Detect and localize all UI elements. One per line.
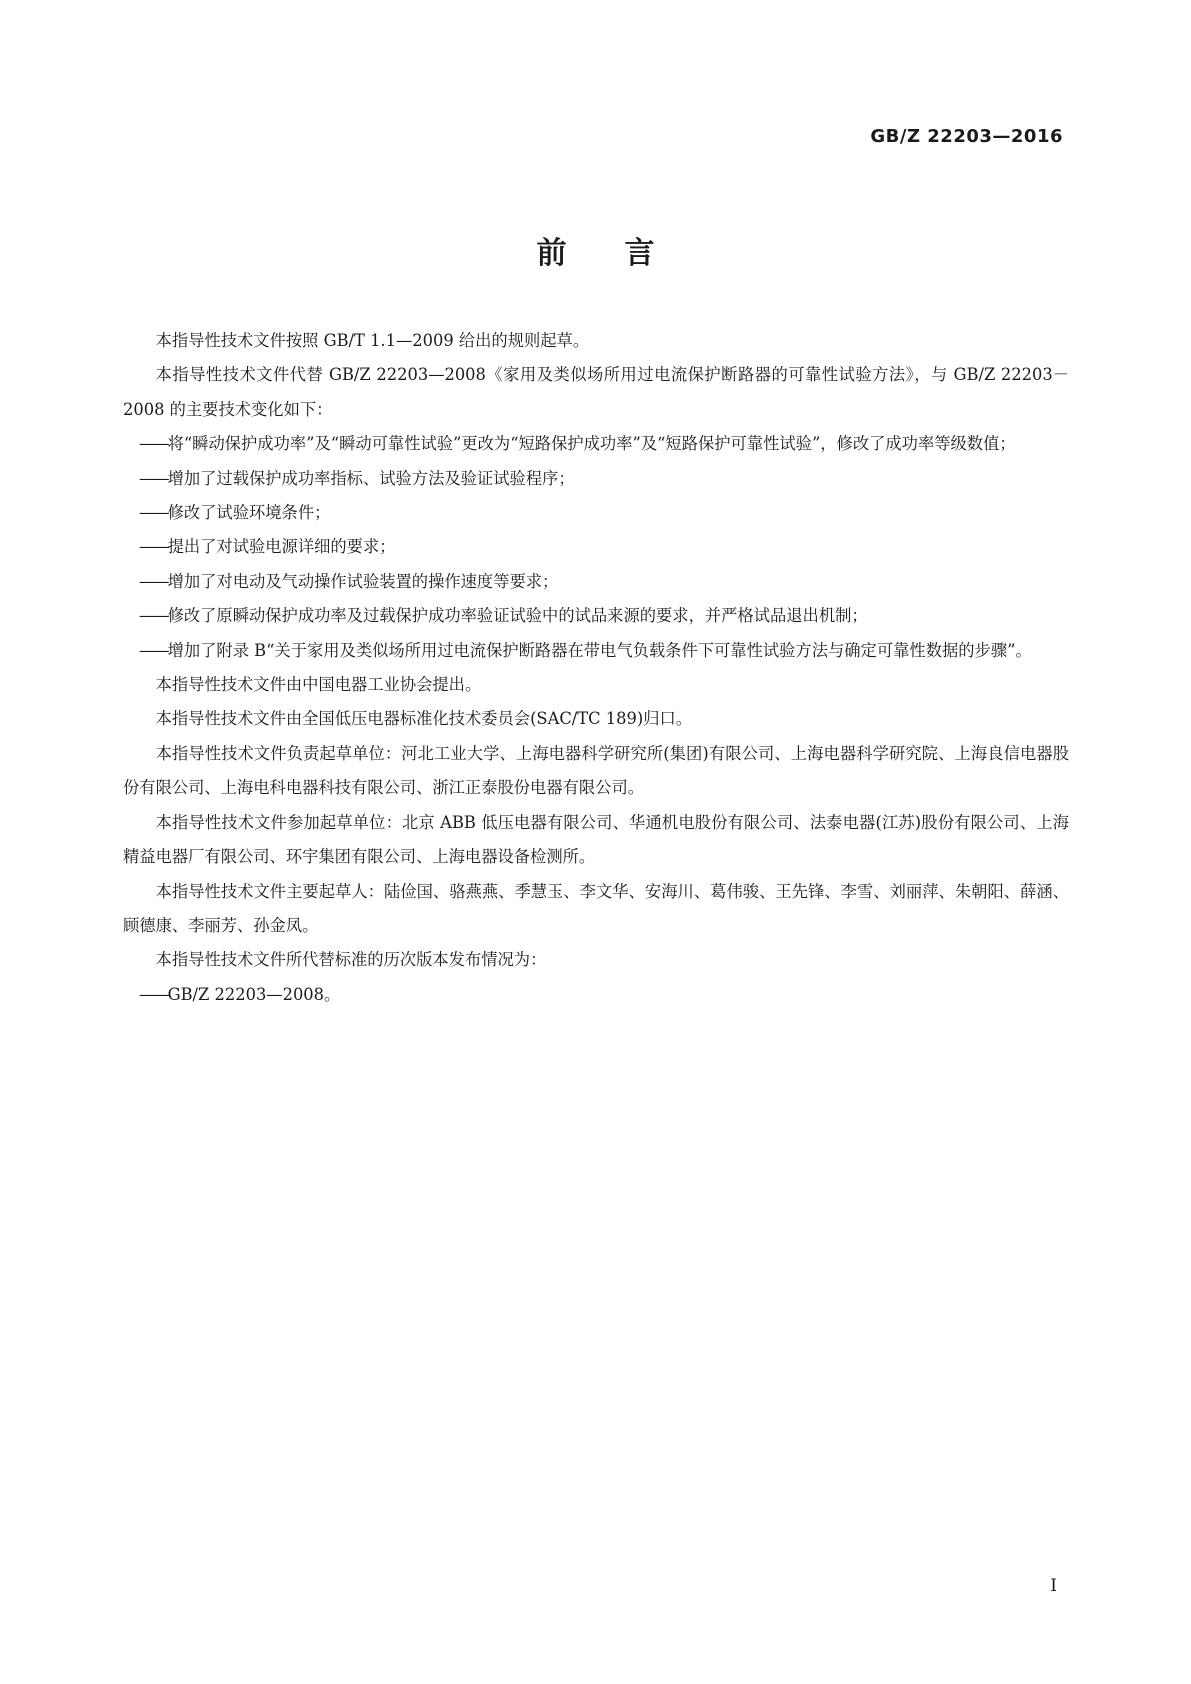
change-item-text: 增加了对电动及气动操作试验装置的操作速度等要求； [167,571,559,591]
paragraph-participating-drafters: 本指导性技术文件参加起草单位：北京 ABB 低压电器有限公司、华通机电股份有限公司、法泰电器(江苏)股份有限公司、上海精益电器厂有限公司、环宇集团有限公司、上海电器设备检测所。 [123,812,1069,867]
dash-marker: —— [139,606,168,626]
dash-marker: —— [139,571,168,591]
paragraph-responsible-drafters: 本指导性技术文件负责起草单位：河北工业大学、上海电器科学研究所(集团)有限公司、上海电器科学研究院、上海良信电器股份有限公司、上海电科电器科技有限公司、浙江正泰股份电器有限公司。 [123,743,1069,798]
change-item [123,634,1069,668]
page-title [0,228,1191,272]
dash-marker: —— [139,503,168,523]
dash-marker: —— [139,434,168,454]
change-item [123,530,1069,564]
history-item [123,978,1069,1012]
change-item-text: 修改了试验环境条件； [167,503,331,523]
dash-marker: —— [139,468,168,488]
dash-marker: —— [139,537,168,557]
page-number: I [1050,1576,1057,1596]
change-item [123,496,1069,530]
change-item [123,462,1069,496]
paragraph-drafting-rules: 本指导性技术文件按照 GB/T 1.1—2009 给出的规则起草。 [155,331,590,350]
title-char-2: 言 [624,236,655,271]
paragraph-replacement-statement: 本指导性技术文件代替 GB/Z 22203—2008《家用及类似场所用过电流保护断路器的可靠性试验方法》，与 GB/Z 22203－2008 的主要技术变化如下： [123,365,1069,419]
document-number: GB/Z 22203—2016 [870,126,1063,147]
change-item [123,599,1069,633]
change-item [123,565,1069,599]
change-item [123,427,1069,461]
change-item-text: 将“瞬动保护成功率”及“瞬动可靠性试验”更改为“短路保护成功率”及“短路保护可靠性试验”，修改了成功率等级数值； [167,434,1016,454]
paragraph-main-drafters: 本指导性技术文件主要起草人：陆俭国、骆燕燕、季慧玉、李文华、安海川、葛伟骏、王先锋、李雪、刘丽萍、朱朝阳、薛涵、顾德康、李丽芳、孙金凤。 [123,881,1069,935]
change-item-text: 增加了过载保护成功率指标、试验方法及验证试验程序； [167,468,575,488]
history-item-text: GB/Z 22203—2008。 [167,984,341,1004]
paragraph-committee: 本指导性技术文件由全国低压电器标准化技术委员会(SAC/TC 189)归口。 [155,709,693,729]
dash-marker: —— [139,984,168,1004]
paragraph-proposer: 本指导性技术文件由中国电器工业协会提出。 [155,675,482,695]
change-item-text: 修改了原瞬动保护成功率及过载保护成功率验证试验中的试品来源的要求，并严格试品退出机制； [167,606,868,626]
change-item-text: 提出了对试验电源详细的要求； [167,537,396,557]
title-char-1: 前 [536,236,567,271]
paragraph-version-history: 本指导性技术文件所代替标准的历次版本发布情况为： [155,950,547,970]
dash-marker: —— [139,640,168,660]
change-item-text: 增加了附录 B“关于家用及类似场所用过电流保护断路器在带电气负载条件下可靠性试验方法与确定可靠性数据的步骤”。 [167,640,1032,660]
foreword-body [123,324,1069,1012]
